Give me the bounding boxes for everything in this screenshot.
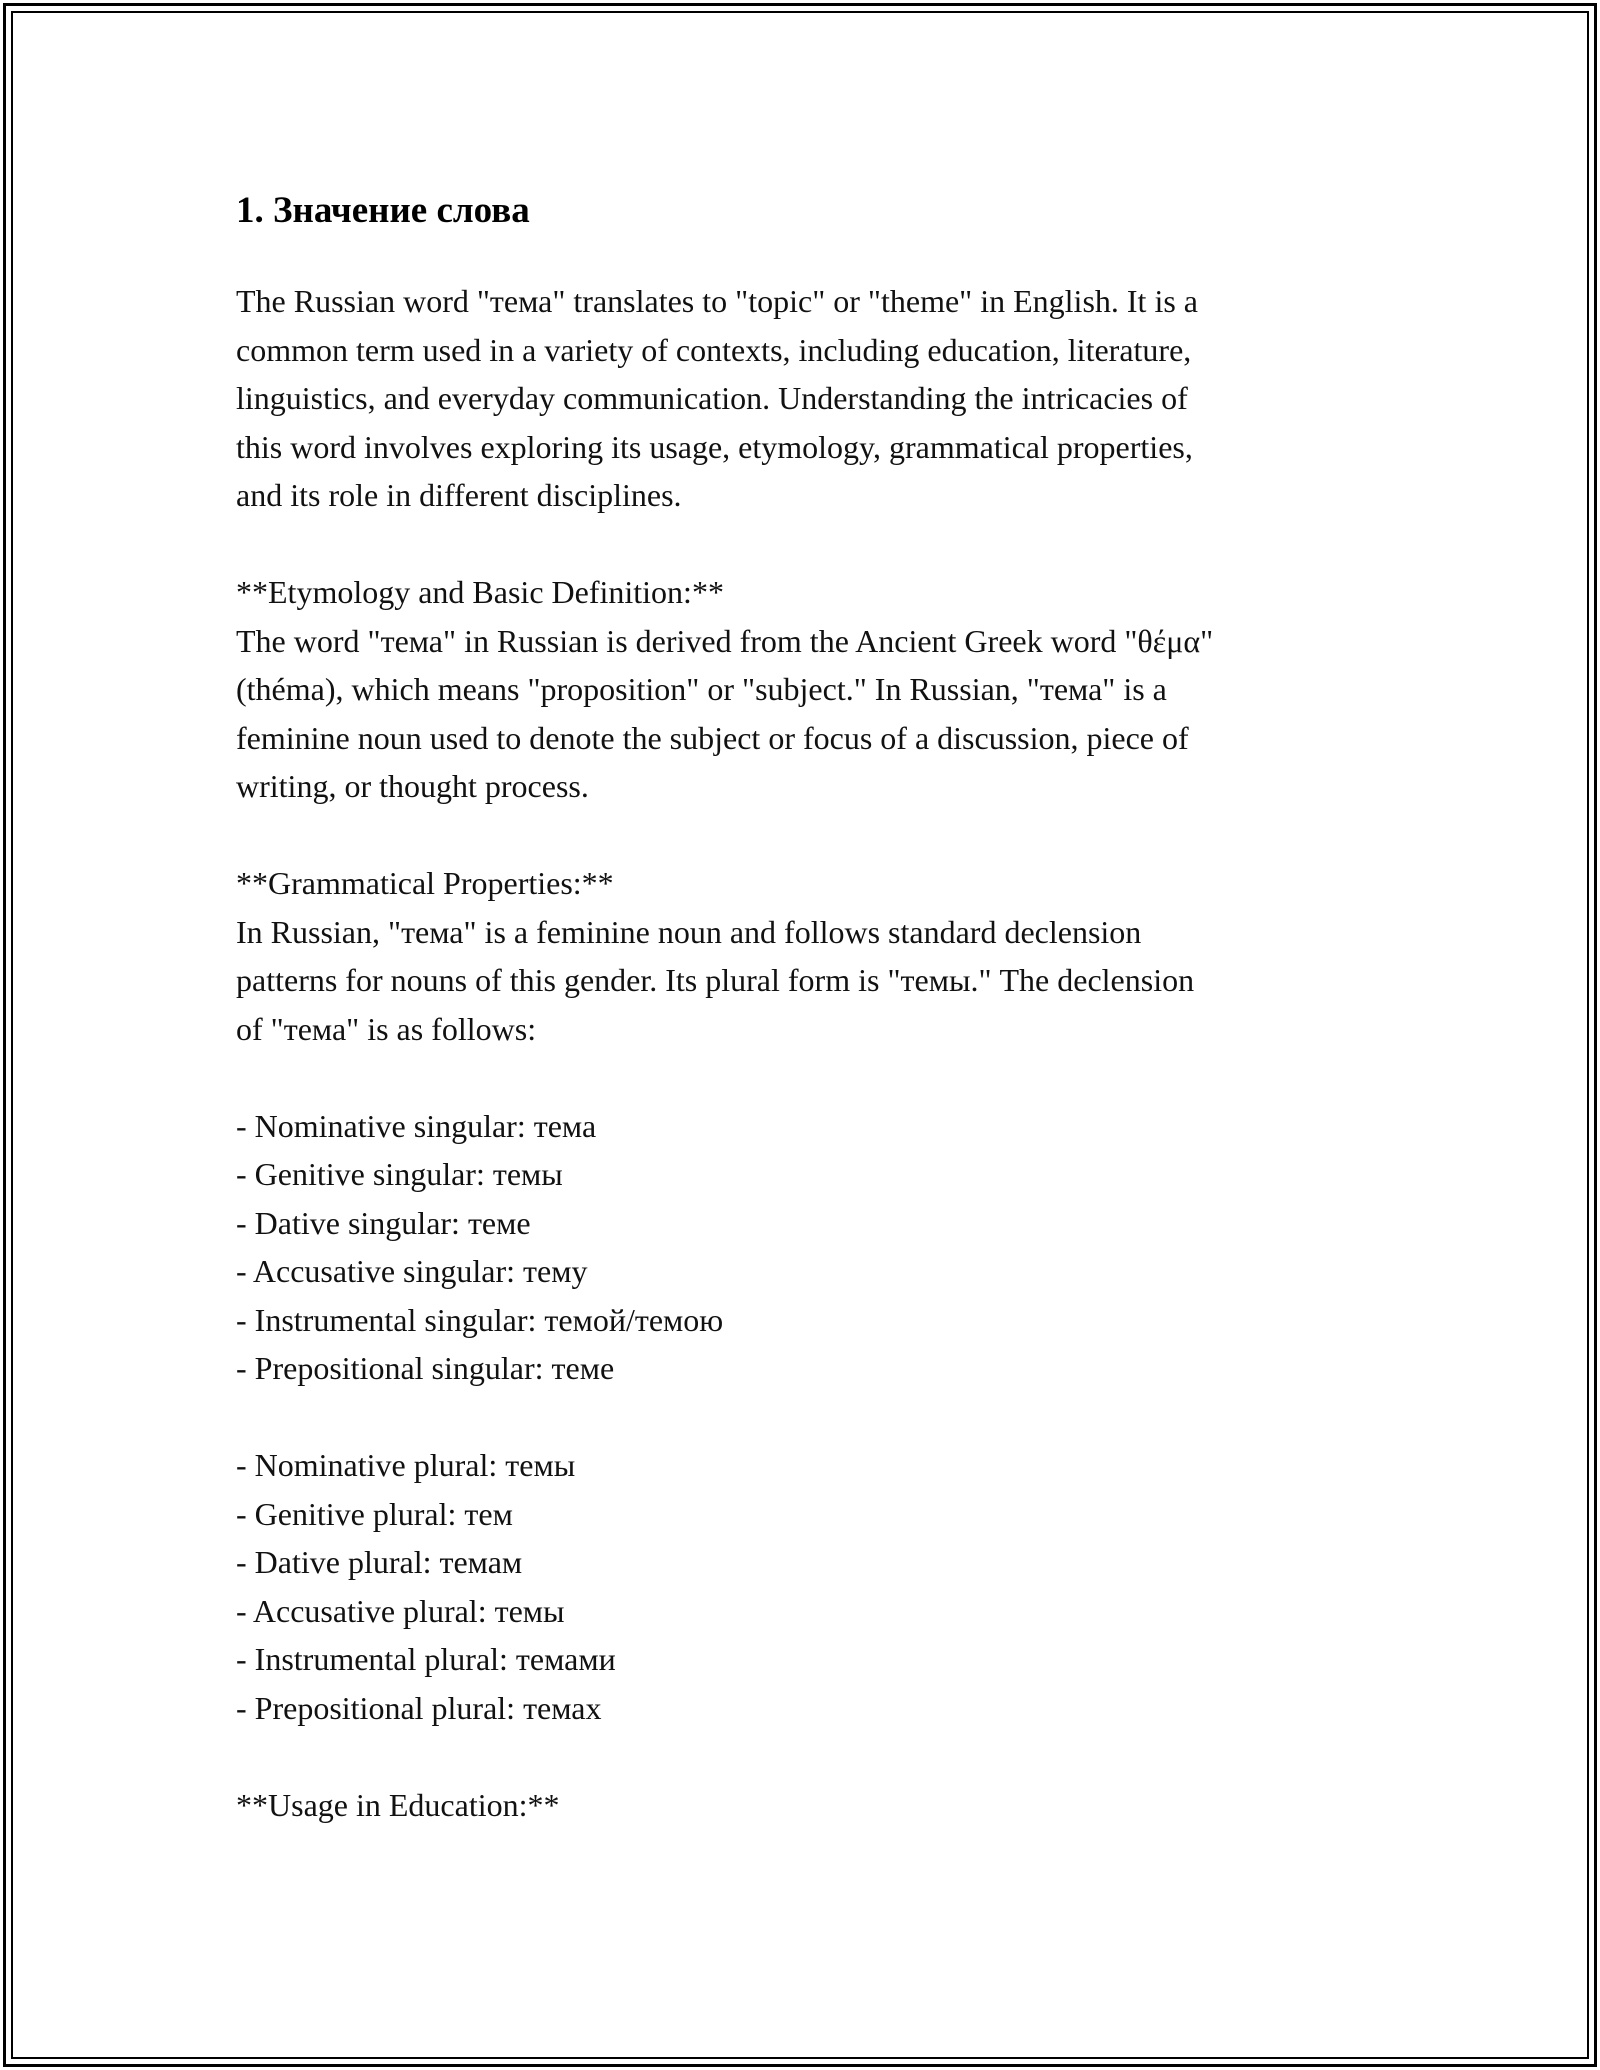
singular-declension-list: [236, 1102, 1386, 1393]
list-item: - Instrumental singular: темой/темою: [236, 1301, 724, 1338]
etymology-title: **Etymology and Basic Definition:**: [236, 574, 724, 610]
intro-paragraph: The Russian word "тема" translates to "topic" or "theme" in English. It is a common term used in a variety of contexts, including education, literature, linguistics, and everyday communication. Understanding the intricacies of this word involves exploring its usage, etymology, grammatical properties, and its role in different disciplines.: [236, 283, 1198, 513]
section-heading: 1. Значение слова: [236, 190, 530, 231]
document-body: [236, 185, 1386, 1829]
usage-title: **Usage in Education:**: [236, 1786, 560, 1823]
list-item: - Genitive singular: темы: [236, 1156, 563, 1192]
etymology-paragraph: The word "тема" in Russian is derived from the Ancient Greek word "θέμα" (théma), which means "proposition" or "subject." In Russian, "тема" is a feminine noun used to denote the subject or focus of a discussion, piece of writing, or thought process.: [236, 622, 1214, 804]
list-item: - Instrumental plural: темами: [236, 1641, 616, 1677]
list-item: - Prepositional plural: темах: [236, 1689, 602, 1726]
plural-declension-list: [236, 1441, 1386, 1732]
list-item: - Nominative singular: тема: [236, 1107, 597, 1144]
list-item: - Accusative plural: темы: [236, 1592, 565, 1629]
list-item: - Genitive plural: тем: [236, 1495, 513, 1532]
list-item: - Accusative singular: тему: [236, 1253, 588, 1289]
grammar-section: [236, 859, 1386, 1053]
list-item: - Dative plural: темам: [236, 1544, 523, 1580]
etymology-section: [236, 568, 1386, 811]
grammar-paragraph: In Russian, "тема" is a feminine noun and follows standard declension patterns for nouns of this gender. Its plural form is "темы." The declension of "тема" is as follows:: [236, 913, 1195, 1047]
list-item: - Nominative plural: темы: [236, 1447, 576, 1483]
list-item: - Dative singular: теме: [236, 1204, 531, 1241]
list-item: - Prepositional singular: теме: [236, 1350, 615, 1386]
grammar-title: **Grammatical Properties:**: [236, 865, 614, 901]
